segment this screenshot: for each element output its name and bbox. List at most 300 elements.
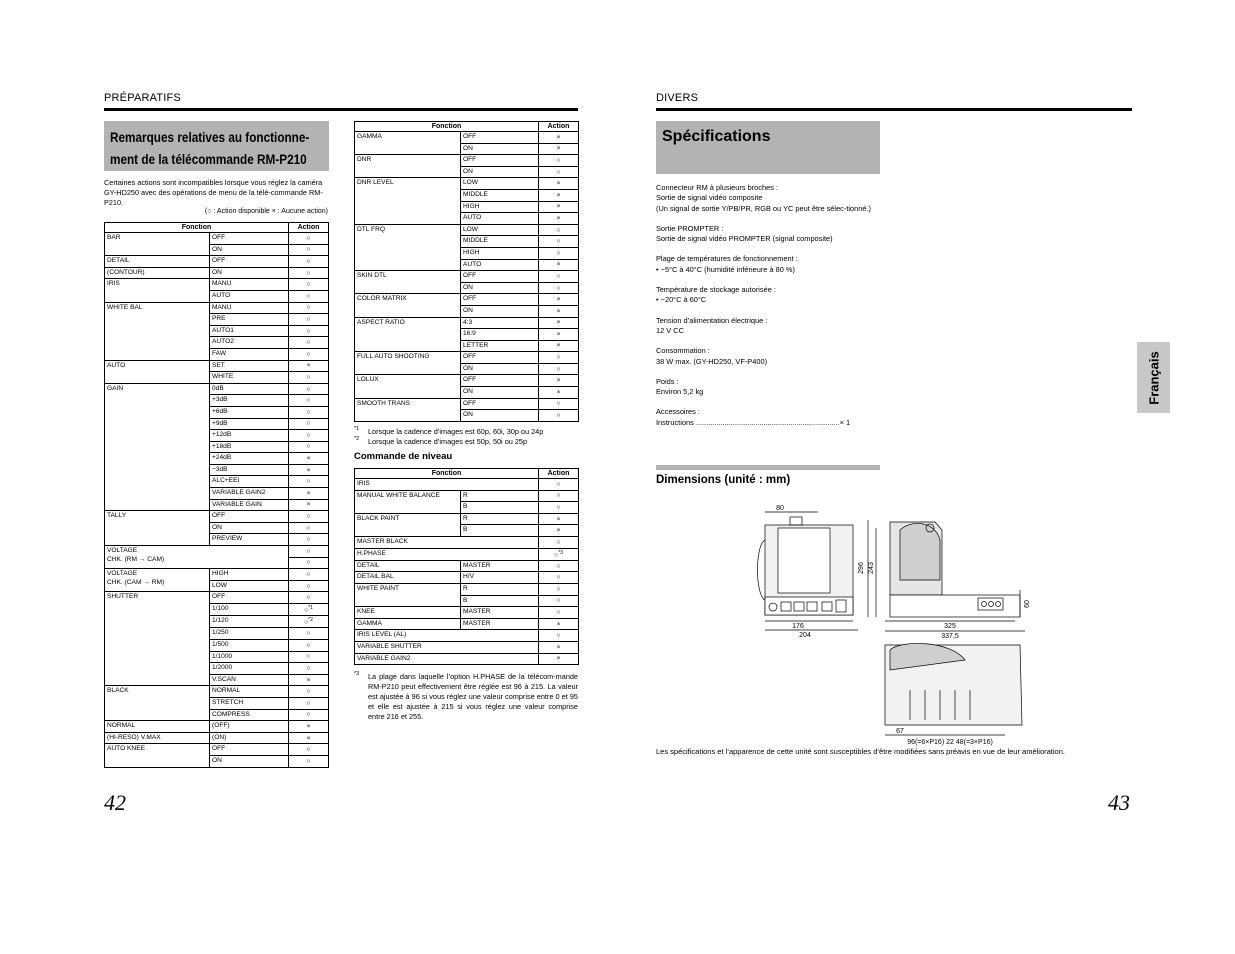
footnote-1-mark: *1 bbox=[354, 426, 360, 432]
function-name: MASTER BLACK bbox=[355, 536, 539, 548]
function-name: ASPECT RATIO bbox=[355, 317, 461, 352]
footnote-3-item bbox=[354, 672, 578, 722]
function-setting: ON bbox=[461, 410, 539, 422]
function-setting: ON bbox=[461, 305, 539, 317]
action-cell: × bbox=[539, 513, 579, 525]
spec-item: Consommation : 38 W max. (GY-HD250, VF-P400) bbox=[656, 346, 768, 366]
function-setting: AUTO bbox=[461, 259, 539, 271]
action-cell: ○ bbox=[289, 325, 329, 337]
dim-204-label: 204 bbox=[799, 632, 811, 639]
function-setting: 1/250 bbox=[210, 628, 289, 640]
action-cell: ○ bbox=[289, 256, 329, 268]
action-cell: ○ bbox=[539, 363, 579, 375]
function-setting: PREVIEW bbox=[210, 534, 289, 546]
action-cell: ○ bbox=[289, 395, 329, 407]
table-row bbox=[355, 398, 579, 410]
title-line-1: Remarques relatives au fonctionne- bbox=[110, 129, 310, 145]
action-cell: ○ bbox=[289, 441, 329, 453]
function-setting: HIGH bbox=[461, 247, 539, 259]
function-setting: OFF bbox=[210, 233, 289, 245]
action-cell: ○ bbox=[289, 233, 329, 245]
table-row bbox=[105, 256, 329, 268]
page-number-right: 43 bbox=[1108, 790, 1130, 815]
action-cell: × bbox=[539, 525, 579, 537]
function-setting: OFF bbox=[210, 256, 289, 268]
action-legend: (○ : Action disponible × : Aucune action) bbox=[204, 208, 328, 215]
title-text-left bbox=[110, 126, 310, 170]
action-cell: ○ bbox=[289, 592, 329, 604]
action-cell: × bbox=[539, 294, 579, 306]
function-name: WHITE BAL bbox=[105, 302, 210, 360]
footnotes-1-2 bbox=[354, 427, 578, 447]
action-cell: ○ bbox=[289, 534, 329, 546]
function-setting: SET bbox=[210, 360, 289, 372]
function-setting: HIGH bbox=[461, 201, 539, 213]
function-setting: +24dB bbox=[210, 453, 289, 465]
action-cell: ○$^{*1}$ bbox=[289, 604, 329, 616]
function-setting: FAW bbox=[210, 348, 289, 360]
function-setting: VARIABLE GAIN2 bbox=[210, 488, 289, 500]
function-name: SHUTTER bbox=[105, 592, 210, 686]
section-label-left: PRÉPARATIFS bbox=[104, 92, 181, 104]
action-cell: ○ bbox=[289, 244, 329, 256]
action-cell: ○ bbox=[539, 502, 579, 514]
action-cell: × bbox=[539, 178, 579, 190]
function-name: WHITE PAINT bbox=[355, 583, 461, 606]
function-name: FULL AUTO SHOOTING bbox=[355, 352, 461, 375]
function-setting: OFF bbox=[461, 398, 539, 410]
action-cell: ○ bbox=[289, 383, 329, 395]
title-box-left bbox=[104, 121, 329, 171]
table-row bbox=[355, 155, 579, 167]
table-row bbox=[355, 224, 579, 236]
table-row bbox=[355, 536, 579, 548]
function-name: (HI-RESO) V.MAX bbox=[105, 732, 210, 744]
action-cell: ○ bbox=[289, 697, 329, 709]
action-cell: × bbox=[539, 189, 579, 201]
action-cell: ○ bbox=[289, 546, 329, 558]
action-cell: ○ bbox=[289, 267, 329, 279]
function-setting: +12dB bbox=[210, 430, 289, 442]
function-setting: H/V bbox=[461, 572, 539, 584]
action-cell: ○ bbox=[539, 224, 579, 236]
header-action: Action bbox=[539, 469, 579, 479]
function-setting: LOW bbox=[461, 178, 539, 190]
function-name: BLACK PAINT bbox=[355, 513, 461, 536]
table-row bbox=[355, 352, 579, 364]
footnote-2-mark: *2 bbox=[354, 436, 360, 442]
function-name: DETAIL BAL bbox=[355, 572, 461, 584]
action-cell: ○ bbox=[289, 755, 329, 767]
function-setting: COMPRESS bbox=[210, 709, 289, 721]
function-setting: HIGH bbox=[210, 569, 289, 581]
function-name: VOLTAGE CHK. (RM → CAM) bbox=[105, 546, 289, 569]
table-row bbox=[105, 546, 329, 558]
action-cell: ○$^{*3}$ bbox=[539, 548, 579, 560]
dim-bottom-label: 96(=6×P16) 22 48(=3×P16) bbox=[907, 739, 993, 746]
action-cell: × bbox=[289, 360, 329, 372]
dim-67-label: 67 bbox=[896, 728, 904, 735]
action-cell: ○ bbox=[539, 630, 579, 642]
function-setting: STRETCH bbox=[210, 697, 289, 709]
spec-item: Sortie PROMPTER : Sortie de signal vidéo PROMPTER (signal composite) bbox=[656, 223, 833, 244]
action-cell: × bbox=[539, 653, 579, 665]
function-name: LOLUX bbox=[355, 375, 461, 398]
action-cell: × bbox=[289, 499, 329, 511]
table-header-row bbox=[355, 469, 579, 479]
function-setting: ON bbox=[461, 143, 539, 155]
action-cell: ○ bbox=[289, 557, 329, 569]
function-setting: AUTO1 bbox=[210, 325, 289, 337]
function-setting: ON bbox=[210, 522, 289, 534]
table-row bbox=[355, 607, 579, 619]
action-cell: ○ bbox=[289, 476, 329, 488]
action-cell: × bbox=[289, 453, 329, 465]
action-cell: ○ bbox=[289, 686, 329, 698]
action-cell: ○ bbox=[289, 628, 329, 640]
action-cell: ○ bbox=[289, 430, 329, 442]
language-tab bbox=[1137, 342, 1170, 413]
function-name: AUTO bbox=[105, 360, 210, 383]
footnote-3 bbox=[354, 672, 578, 722]
table-row bbox=[105, 267, 329, 279]
spec-item: Accessoires : Instructions ......................................................................× 1 bbox=[656, 407, 851, 427]
action-cell: ○ bbox=[289, 744, 329, 756]
function-setting: (OFF) bbox=[210, 721, 289, 733]
function-name: IRIS bbox=[105, 279, 210, 302]
dim-80-label: 80 bbox=[776, 505, 784, 512]
footnote-ref: *1 bbox=[308, 605, 313, 611]
function-setting: OFF bbox=[461, 375, 539, 387]
table-row bbox=[355, 641, 579, 653]
action-cell: ○ bbox=[289, 302, 329, 314]
function-setting: ON bbox=[210, 755, 289, 767]
action-cell: ○ bbox=[539, 271, 579, 283]
function-setting: (ON) bbox=[210, 732, 289, 744]
action-cell: ○ bbox=[539, 583, 579, 595]
action-cell: ○ bbox=[289, 279, 329, 291]
spec-item: Tension d’alimentation électrique : 12 V CC bbox=[656, 315, 768, 335]
function-setting: +18dB bbox=[210, 441, 289, 453]
function-setting: MASTER bbox=[461, 607, 539, 619]
function-setting: AUTO bbox=[461, 213, 539, 225]
action-cell: × bbox=[539, 305, 579, 317]
action-cell: × bbox=[539, 213, 579, 225]
action-cell: × bbox=[539, 618, 579, 630]
action-cell: × bbox=[289, 488, 329, 500]
spec-item: Connecteur RM à plusieurs broches : Sortie de signal vidéo composite (Un signal de sortie Y/PB/PR, RGB ou YC peut être sélec-tionné.) bbox=[656, 183, 871, 213]
top-handle bbox=[790, 517, 802, 525]
function-name: DNR LEVEL bbox=[355, 178, 461, 224]
function-setting: MIDDLE bbox=[461, 236, 539, 248]
spec-item: Plage de températures de fonctionnement : • −5°C à 40°C (humidité inférieure à 80 %) bbox=[656, 254, 798, 274]
function-setting: OFF bbox=[461, 132, 539, 144]
function-setting: OFF bbox=[461, 294, 539, 306]
function-setting: +6dB bbox=[210, 406, 289, 418]
function-setting: V.SCAN bbox=[210, 674, 289, 686]
level-control-table bbox=[354, 468, 579, 665]
action-cell: ○ bbox=[539, 536, 579, 548]
footnote-2 bbox=[354, 437, 578, 447]
action-cell: ○ bbox=[539, 490, 579, 502]
page-number-left: 42 bbox=[104, 790, 126, 815]
table-row bbox=[105, 569, 329, 581]
action-cell: ○ bbox=[289, 314, 329, 326]
table-row bbox=[355, 271, 579, 283]
function-name: GAMMA bbox=[355, 132, 461, 155]
function-setting: OFF bbox=[461, 271, 539, 283]
function-name: GAMMA bbox=[355, 618, 461, 630]
function-name: BLACK bbox=[105, 686, 210, 721]
intro-text: Certaines actions sont incompatibles lorsque vous réglez la caméra GY-HD250 avec des opérations de menu de la télé-commande RM-P210. bbox=[104, 178, 323, 207]
dim-296-label: 296 bbox=[858, 562, 865, 574]
function-name: VARIABLE GAIN2 bbox=[355, 653, 539, 665]
action-cell: ○ bbox=[289, 639, 329, 651]
function-setting: R bbox=[461, 583, 539, 595]
title-line-2: ment de la télécommande RM-P210 bbox=[110, 151, 307, 167]
function-setting: LOW bbox=[210, 580, 289, 592]
function-setting: B bbox=[461, 595, 539, 607]
function-name: COLOR MATRIX bbox=[355, 294, 461, 317]
table-row bbox=[105, 279, 329, 291]
table-row bbox=[355, 513, 579, 525]
dim-176-label: 176 bbox=[792, 623, 804, 630]
function-setting: ON bbox=[210, 244, 289, 256]
header-function: Fonction bbox=[355, 122, 539, 132]
footnote-3-mark: *3 bbox=[354, 671, 360, 677]
action-cell: ○ bbox=[539, 282, 579, 294]
action-cell: ○ bbox=[539, 236, 579, 248]
table-row bbox=[355, 583, 579, 595]
table-row bbox=[355, 375, 579, 387]
action-cell: ○ bbox=[289, 709, 329, 721]
table-row bbox=[105, 744, 329, 756]
function-setting: MIDDLE bbox=[461, 189, 539, 201]
table-row bbox=[105, 686, 329, 698]
remote-function-table-2 bbox=[354, 121, 579, 422]
table-row bbox=[355, 572, 579, 584]
function-setting: MASTER bbox=[461, 618, 539, 630]
function-name: VOLTAGE CHK. (CAM → RM) bbox=[105, 569, 210, 592]
function-setting: OFF bbox=[210, 592, 289, 604]
function-setting: ON bbox=[210, 267, 289, 279]
function-setting: ON bbox=[461, 387, 539, 399]
table-row bbox=[355, 317, 579, 329]
footer-note: Les spécifications et l’apparence de cette unité sont susceptibles d’être modifiées sans préavis en vue de leur amélioration. bbox=[656, 747, 1065, 756]
table-row bbox=[105, 383, 329, 395]
camera-lens-housing bbox=[900, 523, 940, 580]
action-cell: ○ bbox=[289, 663, 329, 675]
action-cell: × bbox=[289, 674, 329, 686]
action-cell: × bbox=[289, 464, 329, 476]
function-setting: AUTO bbox=[210, 290, 289, 302]
action-cell: ○ bbox=[289, 372, 329, 384]
function-setting: 1/2000 bbox=[210, 663, 289, 675]
action-cell: × bbox=[539, 340, 579, 352]
function-setting: 1/500 bbox=[210, 639, 289, 651]
function-name: DTL FRQ bbox=[355, 224, 461, 270]
specifications-list bbox=[656, 183, 882, 438]
footnote-2-text: Lorsque la cadence d’images est 50p, 50i ou 25p bbox=[368, 437, 528, 446]
footnote-1-text: Lorsque la cadence d’images est 60p, 60i, 30p ou 24p bbox=[368, 427, 544, 436]
dimensions-rule bbox=[656, 465, 880, 470]
action-cell: ○ bbox=[539, 247, 579, 259]
dim-325-label: 325 bbox=[944, 623, 956, 630]
function-setting: B bbox=[461, 525, 539, 537]
function-name: DETAIL bbox=[355, 560, 461, 572]
table-row bbox=[105, 592, 329, 604]
function-name: H.PHASE bbox=[355, 548, 539, 560]
action-cell: ○ bbox=[539, 352, 579, 364]
function-name: VARIABLE SHUTTER bbox=[355, 641, 539, 653]
action-cell: ○ bbox=[539, 595, 579, 607]
action-cell: × bbox=[289, 732, 329, 744]
function-name: AUTO KNEE bbox=[105, 744, 210, 767]
function-setting: OFF bbox=[461, 352, 539, 364]
function-setting: WHITE bbox=[210, 372, 289, 384]
function-setting: ON bbox=[461, 363, 539, 375]
function-name: IRIS bbox=[355, 479, 539, 491]
table-row bbox=[105, 511, 329, 523]
function-name: (CONTOUR) bbox=[105, 267, 210, 279]
action-cell: × bbox=[539, 387, 579, 399]
function-name: BAR bbox=[105, 233, 210, 256]
footnote-ref: *3 bbox=[558, 549, 563, 556]
function-setting: 1/1000 bbox=[210, 651, 289, 663]
footnote-3-text: La plage dans laquelle l’option H.PHASE de la télécom-mande RM-P210 peut effectivement être réglée est 96 à 215. La valeur est ajustée à 96 si vous réglez une valeur comprise entre 0 et 95 et elle est ajustée à 215 si vous réglez une valeur comprise entre 216 et 255. bbox=[368, 672, 578, 721]
table-row bbox=[355, 630, 579, 642]
function-setting: 1/120 bbox=[210, 616, 289, 628]
action-cell: ○$^{*2}$ bbox=[289, 616, 329, 628]
function-setting: ON bbox=[461, 282, 539, 294]
language-tab-label: Français bbox=[1146, 350, 1161, 405]
function-setting: LOW bbox=[461, 224, 539, 236]
action-cell: ○ bbox=[539, 607, 579, 619]
table-row bbox=[355, 294, 579, 306]
action-cell: ○ bbox=[539, 155, 579, 167]
action-cell: ○ bbox=[289, 569, 329, 581]
table-row bbox=[105, 721, 329, 733]
remote-function-table-1 bbox=[104, 222, 329, 768]
action-cell: ○ bbox=[539, 398, 579, 410]
action-cell: ○ bbox=[539, 479, 579, 491]
function-setting: NORMAL bbox=[210, 686, 289, 698]
table-row bbox=[355, 560, 579, 572]
section-label-right: DIVERS bbox=[656, 92, 699, 104]
footnote-1 bbox=[354, 427, 578, 437]
spec-item: Poids : Environ 5,2 kg bbox=[656, 376, 704, 397]
action-cell: ○ bbox=[289, 290, 329, 302]
action-cell: × bbox=[539, 201, 579, 213]
action-cell: × bbox=[539, 143, 579, 155]
footnote-ref: *2 bbox=[308, 617, 313, 624]
action-cell: ○ bbox=[289, 418, 329, 430]
action-cell: ○ bbox=[289, 580, 329, 592]
function-setting: AUTO2 bbox=[210, 337, 289, 349]
function-name: TALLY bbox=[105, 511, 210, 546]
action-cell: ○ bbox=[289, 348, 329, 360]
function-name: GAIN bbox=[105, 383, 210, 511]
action-cell: × bbox=[539, 641, 579, 653]
function-name: NORMAL bbox=[105, 721, 210, 733]
function-name: SMOOTH TRANS bbox=[355, 398, 461, 421]
function-setting: 1/100 bbox=[210, 604, 289, 616]
function-setting: VARIABLE GAIN bbox=[210, 499, 289, 511]
dimensions-heading: Dimensions (unité : mm) bbox=[656, 474, 791, 486]
action-cell: × bbox=[289, 721, 329, 733]
action-cell: ○ bbox=[539, 410, 579, 422]
action-cell: ○ bbox=[539, 166, 579, 178]
function-setting: OFF bbox=[461, 155, 539, 167]
action-cell: ○ bbox=[539, 572, 579, 584]
header-action: Action bbox=[289, 223, 329, 233]
level-control-heading: Commande de niveau bbox=[354, 451, 453, 462]
function-name: MANUAL WHITE BALANCE bbox=[355, 490, 461, 513]
table-row bbox=[355, 479, 579, 491]
table-row bbox=[355, 653, 579, 665]
table-row bbox=[105, 360, 329, 372]
header-function: Fonction bbox=[105, 223, 289, 233]
function-name: IRIS LEVEL (AL) bbox=[355, 630, 539, 642]
table-row bbox=[105, 732, 329, 744]
table-row bbox=[355, 618, 579, 630]
table-header-row bbox=[105, 223, 329, 233]
function-setting: OFF bbox=[210, 511, 289, 523]
dim-243-label: 243 bbox=[868, 562, 875, 574]
action-cell: × bbox=[539, 317, 579, 329]
table-header-row bbox=[355, 122, 579, 132]
action-cell: ○ bbox=[539, 560, 579, 572]
function-setting: R bbox=[461, 490, 539, 502]
function-setting: B bbox=[461, 502, 539, 514]
header-rule-right bbox=[656, 108, 1132, 111]
action-cell: × bbox=[539, 259, 579, 271]
table-row bbox=[105, 233, 329, 245]
rear-panel bbox=[778, 528, 830, 593]
function-setting: −3dB bbox=[210, 464, 289, 476]
function-name: DETAIL bbox=[105, 256, 210, 268]
table-row bbox=[355, 178, 579, 190]
title-box-right: Spécifications bbox=[656, 121, 880, 174]
function-setting: MASTER bbox=[461, 560, 539, 572]
function-setting: +9dB bbox=[210, 418, 289, 430]
action-cell: ○ bbox=[289, 337, 329, 349]
function-setting: ALC+EEI bbox=[210, 476, 289, 488]
function-setting: R bbox=[461, 513, 539, 525]
table-row bbox=[355, 548, 579, 560]
action-cell: × bbox=[539, 329, 579, 341]
function-setting: +3dB bbox=[210, 395, 289, 407]
action-cell: ○ bbox=[289, 511, 329, 523]
camera-rear-left-curve bbox=[758, 540, 766, 600]
header-action: Action bbox=[539, 122, 579, 132]
function-setting: 4:3 bbox=[461, 317, 539, 329]
action-cell: ○ bbox=[289, 651, 329, 663]
action-cell: × bbox=[539, 132, 579, 144]
dimension-drawing bbox=[750, 500, 1040, 750]
function-setting: MANU bbox=[210, 302, 289, 314]
function-name: DNR bbox=[355, 155, 461, 178]
table-row bbox=[355, 490, 579, 502]
action-cell: ○ bbox=[289, 522, 329, 534]
function-setting: 0dB bbox=[210, 383, 289, 395]
dim-3375-label: 337,5 bbox=[941, 633, 959, 640]
function-setting: 16:9 bbox=[461, 329, 539, 341]
action-cell: ○ bbox=[289, 406, 329, 418]
function-setting: MANU bbox=[210, 279, 289, 291]
function-setting: PRE bbox=[210, 314, 289, 326]
function-setting: ON bbox=[461, 166, 539, 178]
